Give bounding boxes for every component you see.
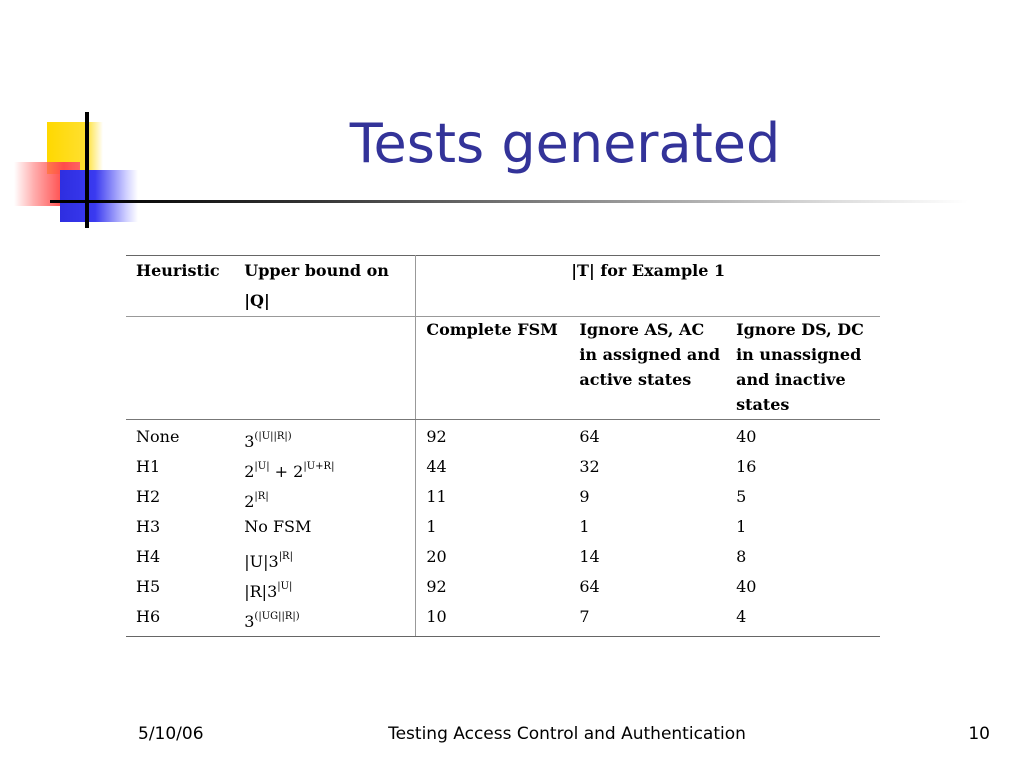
bound-base: 3 <box>244 432 255 451</box>
table-row <box>126 576 880 606</box>
slide-title: Tests generated <box>349 112 781 175</box>
table-header-row <box>126 256 880 317</box>
bound-exp: (|UG||R|) <box>254 611 300 622</box>
cell-ignore-ds: 16 <box>736 457 757 476</box>
cell-complete: 10 <box>416 606 570 637</box>
cell-ignore-as: 7 <box>569 606 726 637</box>
tests-table <box>126 255 880 637</box>
col-heuristic: Heuristic <box>126 256 234 317</box>
bound-base: 3 <box>244 612 255 631</box>
cell-ignore-ds: 40 <box>736 577 757 596</box>
cell-bound <box>234 546 416 576</box>
cell-complete: 92 <box>426 577 447 596</box>
page-number: 10 <box>968 724 990 744</box>
cell-complete: 20 <box>426 547 447 566</box>
cell-complete: 1 <box>426 517 437 536</box>
bound-base: 2 <box>244 492 255 511</box>
col-group-tests: |T| for Example 1 <box>416 256 880 317</box>
cell-complete: 11 <box>426 487 447 506</box>
cell-ignore-ds: 5 <box>736 487 747 506</box>
logo-blue-square <box>60 170 138 222</box>
cell-complete: 44 <box>426 457 447 476</box>
table-row <box>126 606 880 637</box>
col-ignore-ds: Ignore DS, DC in unassigned and inactive states <box>726 317 880 420</box>
col-complete-fsm: Complete FSM <box>416 317 570 420</box>
table-row <box>126 420 880 457</box>
cell-heuristic: H2 <box>136 487 161 506</box>
cell-heuristic: H1 <box>136 457 161 476</box>
cell-bound: No FSM <box>234 516 416 546</box>
cell-heuristic: H6 <box>126 606 234 637</box>
cell-ignore-as: 14 <box>579 547 600 566</box>
cell-ignore-as: 32 <box>579 457 600 476</box>
col-ignore-as: Ignore AS, AC in assigned and active states <box>569 317 726 420</box>
header-spacer-1 <box>126 317 234 420</box>
cell-ignore-ds: 4 <box>726 606 880 637</box>
cell-bound <box>234 456 416 486</box>
table-row <box>126 516 880 546</box>
cell-ignore-ds: 40 <box>736 427 757 446</box>
title-rule <box>88 200 968 203</box>
cell-complete: 92 <box>426 427 447 446</box>
cell-heuristic: H4 <box>136 547 161 566</box>
bound-exp: |R| <box>278 551 293 562</box>
header-spacer-2 <box>234 317 416 420</box>
footer-date: 5/10/06 <box>138 724 204 744</box>
cell-bound <box>234 606 416 637</box>
table-row <box>126 546 880 576</box>
cell-bound <box>234 486 416 516</box>
cell-ignore-ds: 1 <box>736 517 747 536</box>
table-subheader-row <box>126 317 880 420</box>
table-row <box>126 456 880 486</box>
bound-base: 2 <box>244 462 255 481</box>
bound-base: |R|3 <box>244 582 278 601</box>
table-row <box>126 486 880 516</box>
cell-bound <box>234 420 416 457</box>
cell-heuristic: None <box>136 427 180 446</box>
bound-exp: |R| <box>254 491 269 502</box>
footer-title: Testing Access Control and Authentication <box>388 724 746 744</box>
bound-exp: (|U||R|) <box>254 431 292 442</box>
bound-exp: |U| <box>277 581 293 592</box>
cell-heuristic: H5 <box>136 577 161 596</box>
cell-heuristic: H3 <box>136 517 161 536</box>
cell-bound <box>234 576 416 606</box>
bound-exp: |U| <box>254 461 270 472</box>
bound-exp-2: |U+R| <box>303 461 335 472</box>
bound-base: |U|3 <box>244 552 279 571</box>
bound-plus: + 2 <box>269 462 304 481</box>
cell-ignore-as: 9 <box>579 487 590 506</box>
col-upper-bound: Upper bound on |Q| <box>234 256 416 317</box>
cell-ignore-as: 64 <box>579 577 600 596</box>
cell-ignore-as: 64 <box>579 427 600 446</box>
cell-ignore-ds: 8 <box>736 547 747 566</box>
cell-ignore-as: 1 <box>579 517 590 536</box>
